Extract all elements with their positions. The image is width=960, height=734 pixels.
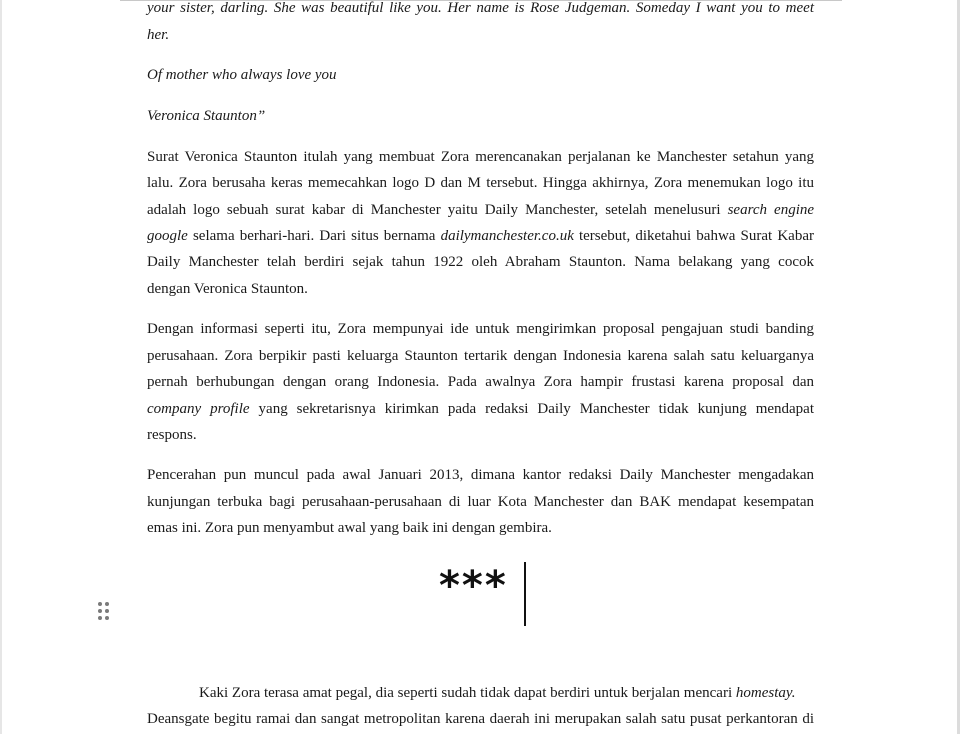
paragraph-4-line-2: Deansgate begitu ramai dan sangat metropolitan karena daerah ini merupakan salah satu pusat perkantoran di xyxy=(147,711,814,727)
paragraph-1-line-4-text-b: tersebut, diketahui bahwa Surat Kabar xyxy=(578,228,814,244)
paragraph-1-line-2: lalu. Zora berusaha keras memecahkan logo D dan M tersebut. Hingga akhirnya, Zora menemukan logo itu xyxy=(147,175,814,191)
paragraph-2-line-2: perusahaan. Zora berpikir pasti keluarga Staunton tertarik dengan Indonesia karena salah satu keluarganya xyxy=(147,348,814,364)
letter-line-1: your sister, darling. She was beautiful like you. Her name is Rose Judgeman. Someday I want you to meet xyxy=(147,0,814,16)
paragraph-2-line-1: Dengan informasi seperti itu, Zora mempunyai ide untuk mengirimkan proposal pengajuan studi banding xyxy=(147,321,814,337)
paragraph-1-line-3-text: adalah logo sebuah surat kabar di Manchester yaitu Daily Manchester, setelah menelusuri xyxy=(147,202,721,218)
paragraph-1-line-4 xyxy=(147,228,814,245)
paragraph-1-line-3 xyxy=(147,202,814,219)
paragraph-1-line-5: Daily Manchester telah berdiri sejak tahun 1922 oleh Abraham Staunton. Nama belakang yang cocok xyxy=(147,254,814,270)
paragraph-1-line-4-italic-site: dailymanchester.co.uk xyxy=(440,228,574,244)
paragraph-1-line-1: Surat Veronica Staunton itulah yang membuat Zora merencanakan perjalanan ke Manchester setahun yang xyxy=(147,149,814,165)
letter-signature: Veronica Staunton” xyxy=(147,108,266,124)
paragraph-2-line-4 xyxy=(147,401,814,418)
paragraph-4-line-1 xyxy=(199,685,795,702)
letter-closing: Of mother who always love you xyxy=(147,67,337,83)
paragraph-1-line-3-italic: search engine xyxy=(727,202,815,218)
paragraph-2-line-5: respons. xyxy=(147,427,197,443)
scene-separator: *** xyxy=(439,563,508,609)
paragraph-3-line-1: Pencerahan pun muncul pada awal Januari 2013, dimana kantor redaksi Daily Manchester mengadakan xyxy=(147,467,814,483)
paragraph-4-line-1-italic: homestay. xyxy=(735,685,796,701)
paragraph-2-line-3: pernah berhubungan dengan orang Indonesia. Pada awalnya Zora hampir frustasi karena proposal dan xyxy=(147,374,814,390)
page-left-edge xyxy=(0,0,2,734)
paragraph-1-line-6: dengan Veronica Staunton. xyxy=(147,281,308,297)
drag-handle-icon[interactable] xyxy=(98,602,112,622)
text-cursor xyxy=(524,562,526,626)
paragraph-2-line-4-text: yang sekretarisnya kirimkan pada redaksi Daily Manchester tidak kunjung mendapat xyxy=(258,401,815,417)
paragraph-3-line-2: kunjungan terbuka bagi perusahaan-perusahaan di luar Kota Manchester dan BAK mendapat kesempatan xyxy=(147,494,814,510)
paragraph-2-line-4-italic: company profile xyxy=(147,401,250,417)
paragraph-3-line-3: emas ini. Zora pun menyambut awal yang baik ini dengan gembira. xyxy=(147,520,552,536)
paragraph-1-line-4-italic-google: google xyxy=(147,228,188,244)
letter-line-2: her. xyxy=(147,27,170,43)
paragraph-1-line-4-text-a: selama berhari-hari. Dari situs bernama xyxy=(192,228,436,244)
paragraph-4-line-1-text: Kaki Zora terasa amat pegal, dia seperti sudah tidak dapat berdiri untuk berjalan mencari xyxy=(199,685,733,701)
